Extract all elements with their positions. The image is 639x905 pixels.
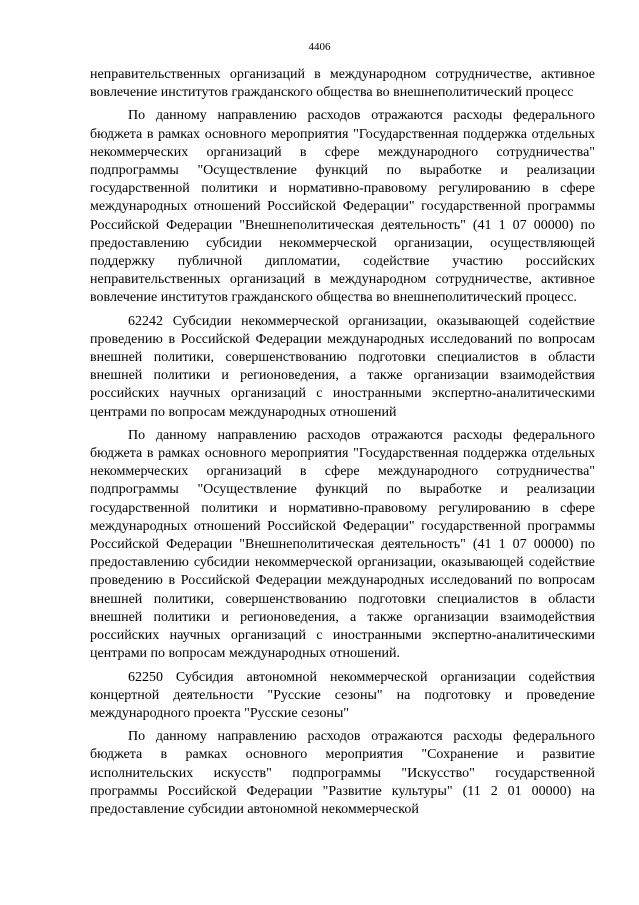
paragraph: По данному направлению расходов отражаются расходы федерального бюджета в рамках основного мероприятия "Государственная поддержка отдельных некоммерческих организаций в сфере международного сотрудничества" подпрограммы "Осуществление функций по выработке и реализации государственной политики и нормативно-правовому регулированию в сфере международных отношений Российской Федерации" государственной программы Российской Федерации "Внешнеполитическая деятельность" (41 1 07 00000) по предоставлению субсидии некоммерческой организации, оказывающей содействие проведению в Российской Федерации международных исследований по вопросам внешней политики, совершенствованию подготовки специалистов в области внешней политики и регионоведения, а также организации взаимодействия российских научных организаций с иностранными экспертно-аналитическими центрами по вопросам международных отношений. [90, 427, 595, 662]
paragraph-continuation: неправительственных организаций в международном сотрудничестве, активное вовлечение институтов гражданского общества во внешнеполитический процесс [90, 67, 595, 101]
paragraph: По данному направлению расходов отражаются расходы федерального бюджета в рамках основного мероприятия "Государственная поддержка отдельных некоммерческих организаций в сфере международного сотрудничества" подпрограммы "Осуществление функций по выработке и реализации государственной политики и нормативно-правовому регулированию в сфере международных отношений Российской Федерации" государственной программы Российской Федерации "Внешнеполитическая деятельность" (41 1 07 00000) по предоставлению субсидии некоммерческой организации, осуществляющей поддержку публичной дипломатии, содействие участию российских неправительственных организаций в международном сотрудничестве, активное вовлечение институтов гражданского общества во внешнеполитический процесс. [90, 108, 595, 306]
page-number: 4406 [308, 41, 331, 53]
paragraph-code-62242: 62242 Субсидии некоммерческой организации, оказывающей содействие проведению в Российской Федерации международных исследований по вопросам внешней политики, совершенствованию подготовки специалистов в области внешней политики и регионоведения, а также организации взаимодействия российских научных организаций с иностранными экспертно-аналитическими центрами по вопросам международных отношений [90, 313, 595, 420]
paragraph-code-62250: 62250 Субсидия автономной некоммерческой организации содействия концертной деятельности "Русские сезоны" на подготовку и проведение международного проекта "Русские сезоны" [90, 669, 595, 721]
document-body [90, 66, 595, 819]
paragraph: По данному направлению расходов отражаются расходы федерального бюджета в рамках основного мероприятия "Сохранение и развитие исполнительских искусств" подпрограммы "Искусство" государственной программы Российской Федерации "Развитие культуры" (11 2 01 00000) на предоставление субсидии автономной некоммерческой [90, 729, 595, 817]
